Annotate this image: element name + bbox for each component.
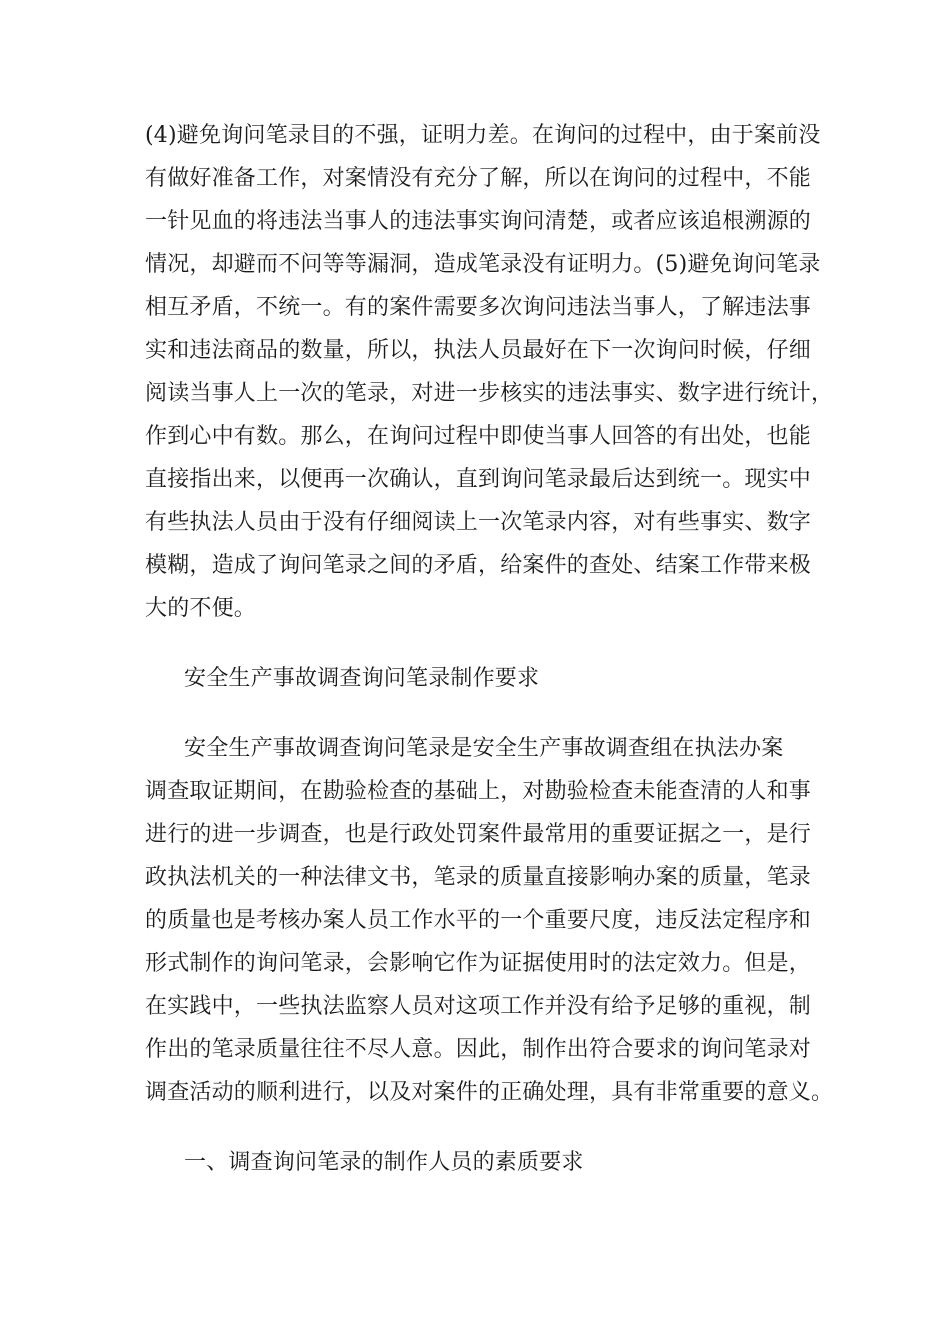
paragraph-2-line-9: 调查活动的顺利进行，以及对案件的正确处理，具有非常重要的意义。 <box>145 1080 834 1105</box>
section-heading-1: 安全生产事故调查询问笔录制作要求 <box>184 666 540 691</box>
paragraph-1-line-5: 相互矛盾，不统一。有的案件需要多次询问违法当事人，了解违法事 <box>145 295 812 320</box>
paragraph-1-line-9: 直接指出来，以便再一次确认，直到询问笔录最后达到统一。现实中 <box>145 467 812 492</box>
section-heading-2: 一、调查询问笔录的制作人员的素质要求 <box>184 1150 584 1175</box>
paragraph-2-line-8: 作出的笔录质量往往不尽人意。因此，制作出符合要求的询问笔录对 <box>145 1037 812 1062</box>
paragraph-1-line-10: 有些执法人员由于没有仔细阅读上一次笔录内容，对有些事实、数字 <box>145 510 812 535</box>
paragraph-1-line-4: 情况，却避而不问等等漏洞，造成笔录没有证明力。(5)避免询问笔录 <box>145 252 821 277</box>
paragraph-1-line-3: 一针见血的将违法当事人的违法事实询问清楚，或者应该追根溯源的 <box>145 209 812 234</box>
paragraph-2-line-2: 调查取证期间，在勘验检查的基础上，对勘验检查未能查清的人和事 <box>145 779 812 804</box>
paragraph-1-line-1: (4)避免询问笔录目的不强，证明力差。在询问的过程中，由于案前没 <box>145 123 821 148</box>
paragraph-2-line-6: 形式制作的询问笔录，会影响它作为证据使用时的法定效力。但是， <box>145 951 812 976</box>
paragraph-2-line-5: 的质量也是考核办案人员工作水平的一个重要尺度，违反法定程序和 <box>145 908 812 933</box>
paragraph-1-line-8: 作到心中有数。那么，在询问过程中即使当事人回答的有出处，也能 <box>145 424 812 449</box>
paragraph-1-line-6: 实和违法商品的数量，所以，执法人员最好在下一次询问时候，仔细 <box>145 338 812 363</box>
paragraph-1-line-7: 阅读当事人上一次的笔录，对进一步核实的违法事实、数字进行统计， <box>145 381 834 406</box>
paragraph-2-line-7: 在实践中，一些执法监察人员对这项工作并没有给予足够的重视，制 <box>145 994 812 1019</box>
paragraph-2-line-4: 政执法机关的一种法律文书，笔录的质量直接影响办案的质量，笔录 <box>145 865 812 890</box>
paragraph-1-line-2: 有做好准备工作，对案情没有充分了解，所以在询问的过程中，不能 <box>145 166 812 191</box>
paragraph-1-line-12: 大的不便。 <box>145 596 257 621</box>
paragraph-2-line-1: 安全生产事故调查询问笔录是安全生产事故调查组在执法办案 <box>184 736 784 761</box>
paragraph-2-line-3: 进行的进一步调查，也是行政处罚案件最常用的重要证据之一，是行 <box>145 822 812 847</box>
paragraph-1-line-11: 模糊，造成了询问笔录之间的矛盾，给案件的查处、结案工作带来极 <box>145 553 812 578</box>
